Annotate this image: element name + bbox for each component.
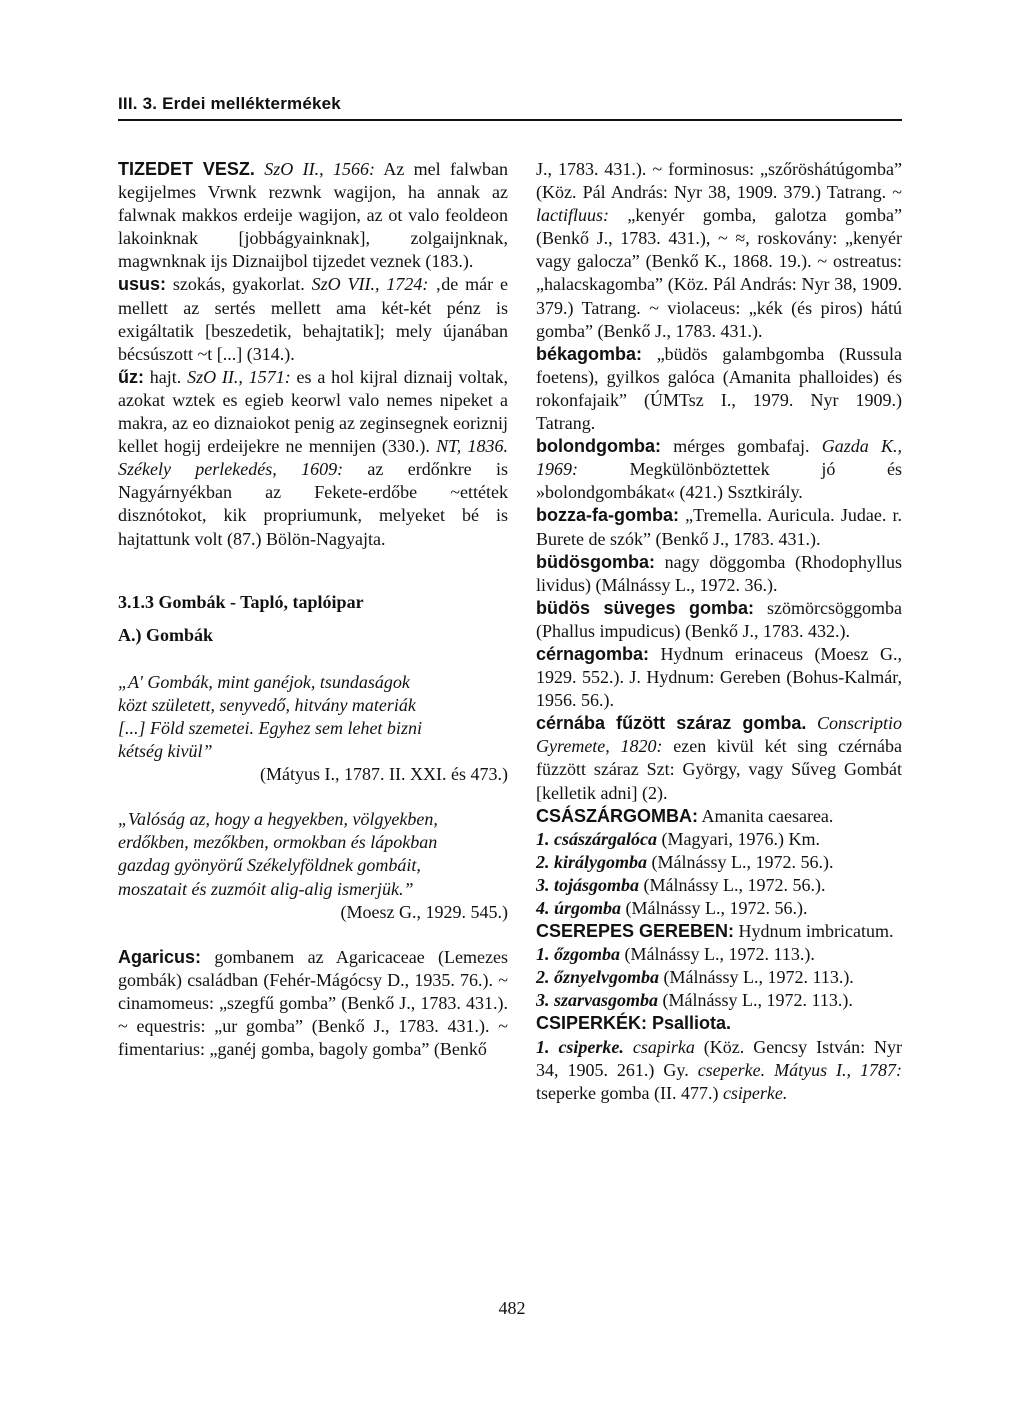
entry-species: lactifluus:: [536, 205, 609, 226]
entry-budosgomba: [536, 551, 902, 597]
list-item: [536, 897, 902, 920]
entry-agaricus-continued: [536, 158, 902, 343]
entry-term: űz:: [118, 366, 144, 387]
entry-uz: [118, 366, 508, 551]
running-head: III. 3. Erdei melléktermékek: [118, 94, 341, 113]
item-variant: csiperke.: [722, 1082, 788, 1103]
entry-bolondgomba: [536, 435, 902, 504]
list-item: [536, 1036, 902, 1105]
entry-term: büdösgomba:: [536, 551, 655, 572]
entry-term: büdös süveges gomba:: [536, 597, 755, 618]
list-item: [536, 943, 902, 966]
item-text: [624, 1037, 633, 1057]
item-number: 3.: [536, 874, 550, 895]
quote-line: erdőkben, mezőkben, ormokban és lápokban: [118, 832, 438, 853]
entry-text: szömörcsöggomba (Phallus impudicus) (Benkő J., 1783. 432.).: [536, 597, 902, 641]
entry-text: mérges gombafaj.: [660, 436, 822, 457]
entry-agaricus: [118, 946, 508, 1061]
quote-line: [...] Föld szemetei. Egyhez sem lehet bizni: [118, 717, 422, 738]
item-number: 1.: [536, 828, 550, 849]
entry-source: SzO II., 1566:: [264, 159, 375, 179]
entry-text: Megkülönböztettek jó és »bolondgombákat« (421.) Ssztkirály.: [536, 459, 902, 503]
item-number: 1.: [536, 1036, 550, 1057]
entry-text: ‚de már e mellett az sertés mellett ama két-két pénz is exigáltatik [beszedetik, behajtatik]; mely újanában bécsúszott ~t [...] (314.).: [118, 274, 508, 364]
entry-text: Hydnum erinaceus (Moesz G., 1929. 552.). J. Hydnum: Gereben (Bohus-Kalmár, 1956. 56.).: [536, 643, 902, 711]
entry-text: nagy döggomba (Rhodophyllus lividus) (Málnássy L., 1972. 36.).: [536, 551, 902, 595]
item-number: 2.: [536, 851, 550, 872]
entry-usus: [118, 273, 508, 365]
entry-csaszargomba: [536, 805, 902, 828]
entry-cernagomba: [536, 643, 902, 712]
quote-line: gazdag gyönyörű Székelyföldnek gombáit,: [118, 855, 421, 876]
subsection-title: A.) Gombák: [118, 624, 214, 645]
item-ref: (Málnássy L., 1972. 113.).: [620, 944, 815, 965]
list-item: [536, 851, 902, 874]
item-number: 4.: [536, 898, 550, 918]
entry-source: SzO VII., 1724:: [311, 274, 429, 295]
item-ref: (Magyari, 1976.) Km.: [657, 828, 820, 849]
entry-term: békagomba:: [536, 343, 643, 364]
item-ref: (Málnássy L., 1972. 113.).: [659, 967, 854, 988]
entry-cernaba-fuzott: [536, 712, 902, 804]
item-number: 1.: [536, 944, 550, 965]
item-name: őzgomba: [554, 944, 621, 965]
item-number: 2.: [536, 967, 550, 988]
entry-source: Conscriptio Gyremete, 1820:: [536, 713, 902, 757]
entry-budos-suveges-gomba: [536, 597, 902, 643]
list-item: [536, 989, 902, 1012]
list-item: [536, 874, 902, 897]
item-name: császárgalóca: [554, 828, 657, 849]
item-name: királygomba: [554, 851, 647, 872]
item-name: szarvasgomba: [554, 990, 659, 1011]
entry-cserepes-gereben: [536, 920, 902, 943]
list-item: [536, 828, 902, 851]
item-variant: cseperke. Mátyus I., 1787:: [697, 1059, 903, 1080]
entry-term: Agaricus:: [118, 946, 202, 967]
item-number: 3.: [536, 990, 550, 1011]
entry-term: CSEREPES GEREBEN:: [536, 921, 735, 942]
item-ref: (Málnássy L., 1972. 56.).: [621, 898, 808, 918]
right-column: [536, 158, 902, 1105]
quote-source: (Moesz G., 1929. 545.): [340, 901, 508, 922]
entry-bekagomba: [536, 343, 902, 435]
item-name: csiperke.: [558, 1036, 624, 1057]
entry-text: es a hol kijral diznaij voltak, azokat wztek es egieb keorwl valo nemes nipeket a makra, az eo diznaiokot penig az zeginsegnek eoriznij kellet hogij erdeijekre ne mennijen (330.).: [118, 366, 508, 457]
entry-term: usus:: [118, 274, 167, 295]
entry-term: bolondgomba:: [536, 436, 661, 457]
entry-bozza-fa-gomba: [536, 504, 902, 550]
entry-text: szokás, gyakorlat.: [166, 274, 312, 295]
entry-text: Hydnum imbricatum.: [734, 921, 894, 942]
entry-term: cérnagomba:: [536, 643, 650, 664]
entry-text: hajt.: [144, 366, 188, 387]
entry-text: Az mel falwban kegijelmes Vrwnk rezwnk wagijon, ha annak az falwnak makkos erdeije wagijon, az ot valo feoldeon lakoinknak [jobbágyainknak], zolgaijnknak, magwnknak ijs Diznaijbol tijzedet veznek (183.).: [118, 159, 508, 272]
entry-text: „büdös galambgomba (Russula foetens), gyilkos galóca (Amanita phalloides) és rokonfajaik” (ÚMTsz I., 1979. Nyr 1909.) Tatrang.: [536, 343, 902, 434]
header-rule: [118, 119, 902, 121]
entry-text: Amanita caesarea.: [698, 805, 834, 826]
entry-text: az erdőnkre is Nagyárnyékban az Fekete-erdőbe ~ettétek disznótokot, kik propriumunk, melyeket bé is hajtattunk volt (87.) Bölön-Nagyajta.: [118, 459, 509, 549]
quote-line: kétség kivül”: [118, 741, 213, 762]
quote-line: „A' Gombák, mint ganéjok, tsundaságok: [118, 671, 410, 692]
entry-csiperkek: [536, 1012, 902, 1035]
entry-text: ezen kivül két sing czérnába füzzött száraz Szt: György, vagy Sűveg Gombát [kelletik adni] (2).: [536, 736, 903, 803]
entry-source: Gazda K., 1969:: [536, 436, 902, 480]
entry-tizedet-vesz: [118, 158, 508, 273]
entry-source: SzO II., 1571:: [187, 366, 291, 387]
left-column: [118, 158, 508, 1061]
entry-text: J., 1783. 431.). ~ forminosus: „szőröshátúgomba” (Köz. Pál András: Nyr 38, 1909. 379.) Tatrang. ~: [536, 159, 902, 203]
item-text: tseperke gomba (II. 477.): [536, 1082, 723, 1103]
quote-source: (Mátyus I., 1787. II. XXI. és 473.): [260, 764, 508, 785]
page-number: 482: [498, 1298, 526, 1318]
entry-term: CSIPERKÉK: Psalliota.: [536, 1013, 732, 1034]
list-item: [536, 966, 902, 989]
entry-term: bozza-fa-gomba:: [536, 505, 679, 526]
item-name: tojásgomba: [554, 874, 640, 895]
quote-line: „Valóság az, hogy a hegyekben, völgyekben,: [118, 809, 438, 830]
item-ref: (Málnássy L., 1972. 56.).: [647, 851, 834, 872]
entry-term: CSÁSZÁRGOMBA:: [536, 805, 698, 826]
entry-source: NT, 1836. Székely perlekedés, 1609:: [118, 436, 508, 480]
section-title: 3.1.3 Gombák - Tapló, taplóipar: [118, 591, 364, 612]
item-name: őznyelvgomba: [554, 967, 659, 988]
entry-term: TIZEDET VESZ.: [118, 159, 255, 179]
item-ref: (Málnássy L., 1972. 56.).: [639, 874, 826, 895]
entry-text: gombanem az Agaricaceae (Lemezes gombák) családban (Fehér-Mágócsy D., 1935. 76.). ~ cinamomeus: „szegfű gomba” (Benkő J., 1783. 431.). ~ equestris: „ur gomba” (Benkő J., 1783. 431.). ~ fimentarius: „ganéj gomba, bagoly gomba” (Benkő: [118, 946, 508, 1060]
quote-line: moszatait és zuzmóit alig-alig ismerjük.”: [118, 878, 414, 899]
entry-text: „Tremella. Auricula. Judae. r. Burete de szók” (Benkő J., 1783. 431.).: [536, 505, 902, 549]
quote-line: közt született, senyvedő, hitvány materiák: [118, 694, 416, 715]
item-ref: (Málnássy L., 1972. 113.).: [658, 990, 853, 1011]
entry-text: „kenyér gomba, galotza gomba” (Benkő J., 1783. 431.), ~ ≈, roskovány: „kenyér vagy galocza” (Benkő K., 1868. 19.). ~ ostreatus: „halacskagomba” (Köz. Pál András: Nyr 38, 1909. 379.) Tatrang. ~ violaceus: „kék (és piros) hátú gomba” (Benkő J., 1783. 431.).: [536, 205, 902, 341]
item-name: úrgomba: [554, 898, 622, 918]
entry-term: cérnába fűzött száraz gomba.: [536, 713, 807, 734]
item-variant: csapirka: [632, 1036, 695, 1057]
item-text: (Köz. Gencsy István: Nyr 34, 1905. 261.) Gy.: [536, 1036, 903, 1080]
